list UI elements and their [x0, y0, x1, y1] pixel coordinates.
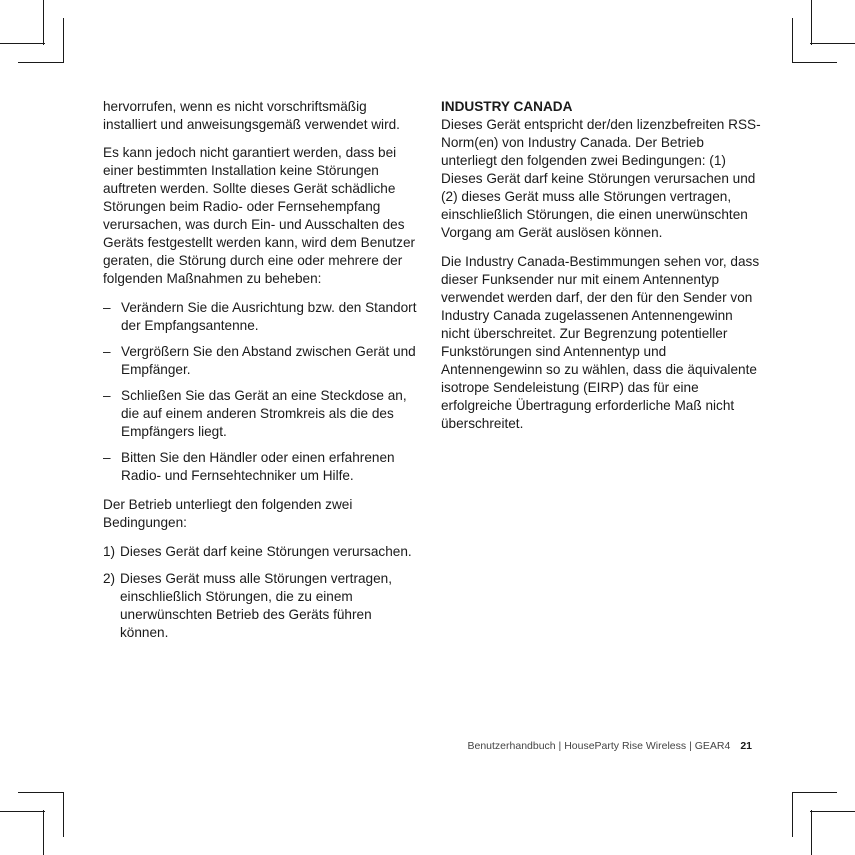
left-paragraph-3: Der Betrieb unterliegt den folgenden zwei Bedingungen: — [103, 497, 353, 530]
dash-item-text: Verändern Sie die Ausrichtung bzw. den Standort der Empfangsantenne. — [121, 300, 417, 333]
crop-mark-top-right-horizontal-inner — [792, 62, 837, 63]
page-number: 21 — [740, 740, 752, 752]
crop-mark-bottom-right-vertical-inner — [792, 792, 793, 837]
dash-list-item — [103, 387, 423, 441]
crop-mark-top-right-horizontal — [810, 43, 855, 44]
dash-item-text: Vergrößern Sie den Abstand zwischen Gerät und Empfänger. — [121, 344, 416, 377]
section-heading: INDUSTRY CANADA — [441, 99, 573, 114]
crop-mark-bottom-left-horizontal-inner — [18, 792, 63, 793]
crop-mark-bottom-left-horizontal — [0, 811, 45, 812]
crop-mark-top-left-vertical — [43, 0, 44, 45]
crop-mark-bottom-right-vertical — [811, 810, 812, 855]
numbered-list — [103, 543, 423, 642]
crop-mark-top-right-vertical — [811, 0, 812, 45]
right-paragraph-1: Dieses Gerät entspricht der/den lizenzbefreiten RSS-Norm(en) von Industry Canada. Der Betrieb unterliegt den folgenden zwei Bedingungen: (1) Dieses Gerät darf keine Störungen verursachen und (2) dieses Gerät muss alle Störungen vertragen, einschließlich Störungen, die einen unerwünschten Vorgang am Gerät auslösen können. — [441, 117, 761, 240]
crop-mark-top-left-vertical-inner — [63, 18, 64, 63]
dash-mark: – — [103, 300, 111, 315]
crop-mark-bottom-left-vertical — [43, 810, 44, 855]
footer-text: Benutzerhandbuch | HouseParty Rise Wireless | GEAR4 — [467, 740, 731, 752]
right-paragraph-2: Die Industry Canada-Bestimmungen sehen vor, dass dieser Funksender nur mit einem Antennentyp verwendet werden darf, der den für den Sender von Industry Canada zugelassenen Antennengewinn nicht überschreitet. Zur Begrenzung potentieller Funkstörungen sind Antennentyp und Antennengewinn so zu wählen, dass die äquivalente isotrope Sendeleistung (EIRP) das für eine erfolgreiche Übertragung erforderliche Maß nicht überschreitet. — [441, 254, 760, 431]
crop-mark-top-right-vertical-inner — [792, 18, 793, 63]
number-mark: 1) — [103, 544, 116, 559]
dash-list — [103, 299, 423, 485]
page-footer — [467, 740, 752, 752]
dash-item-text: Schließen Sie das Gerät an eine Steckdose an, die auf einem anderen Stromkreis als die des Empfängers liegt. — [121, 388, 407, 439]
dash-item-text: Bitten Sie den Händler oder einen erfahrenen Radio- und Fernsehtechniker um Hilfe. — [121, 450, 395, 483]
left-column — [103, 98, 423, 651]
crop-mark-bottom-right-horizontal — [810, 811, 855, 812]
crop-mark-bottom-left-vertical-inner — [63, 792, 64, 837]
dash-list-item — [103, 343, 423, 379]
dash-mark: – — [103, 450, 111, 465]
crop-mark-top-left-horizontal-inner — [18, 62, 63, 63]
number-mark: 2) — [103, 571, 116, 586]
crop-mark-top-left-horizontal — [0, 43, 45, 44]
left-paragraph-2: Es kann jedoch nicht garantiert werden, dass bei einer bestimmten Installation keine Störungen auftreten werden. Sollte dieses Gerät schädliche Störungen beim Radio- oder Fernsehempfang verursachen, was durch Ein- und Ausschalten des Geräts festgestellt werden kann, wird dem Benutzer geraten, die Störung durch eine oder mehrere der folgenden Maßnahmen zu beheben: — [103, 145, 416, 286]
dash-mark: – — [103, 344, 111, 359]
dash-list-item — [103, 449, 423, 485]
numbered-item-text: Dieses Gerät muss alle Störungen vertragen, einschließlich Störungen, die zu einem unerwünschten Betrieb des Geräts führen können. — [120, 571, 393, 640]
numbered-list-item — [103, 543, 423, 561]
numbered-item-text: Dieses Gerät darf keine Störungen verursachen. — [120, 544, 412, 559]
left-paragraph-1: hervorrufen, wenn es nicht vorschriftsmäßig installiert und anweisungsgemäß verwendet wird. — [103, 99, 400, 132]
dash-mark: – — [103, 388, 111, 403]
numbered-list-item — [103, 570, 423, 642]
dash-list-item — [103, 299, 423, 335]
crop-mark-bottom-right-horizontal-inner — [792, 792, 837, 793]
right-column — [441, 98, 761, 444]
